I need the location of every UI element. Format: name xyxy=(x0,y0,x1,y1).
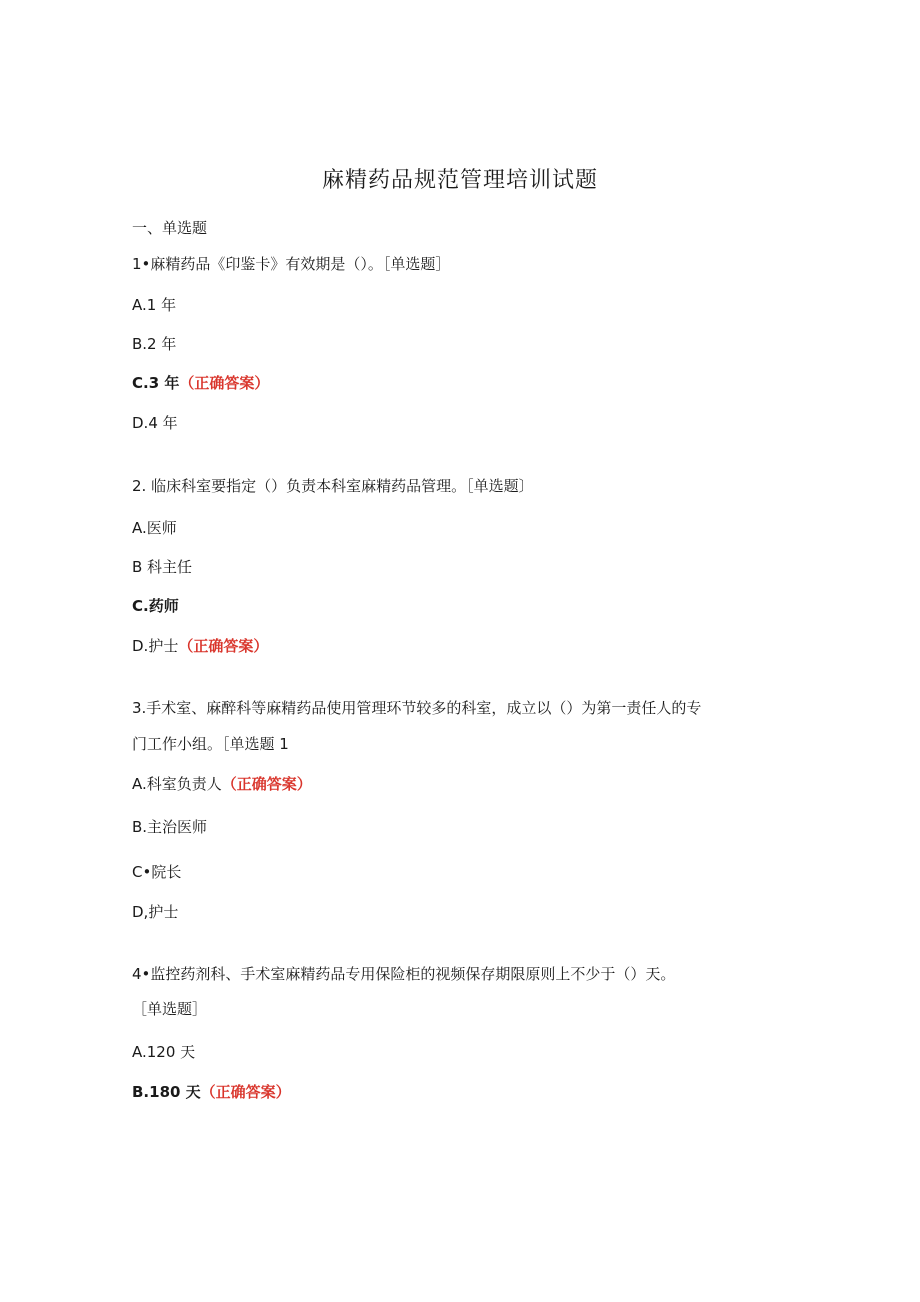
question-4-option-b xyxy=(132,1082,291,1102)
question-1-stem: 1•麻精药品《印鉴卡》有效期是（）。［单选题］ xyxy=(132,255,451,273)
question-1-option-d xyxy=(132,413,178,433)
correct-answer-marker: （正确答案） xyxy=(178,637,269,655)
option-text: D.护士 xyxy=(132,637,179,655)
question-3-stem-line-1: 3.手术室、麻醉科等麻精药品使用管理环节较多的科室，成立以（）为第一责任人的专 xyxy=(132,699,702,717)
question-3-option-d xyxy=(132,902,178,922)
question-3-option-b xyxy=(132,817,207,837)
correct-answer-marker: （正确答案） xyxy=(179,374,270,392)
question-1-option-b xyxy=(132,334,176,354)
option-text: A.120 天 xyxy=(132,1043,196,1061)
option-text: A.科室负责人 xyxy=(132,775,222,793)
question-2-option-c xyxy=(132,596,179,616)
option-text: B.2 年 xyxy=(132,335,177,353)
document-title: 麻精药品规范管理培训试题 xyxy=(321,168,598,193)
question-4-option-a xyxy=(132,1042,195,1062)
correct-answer-marker: （正确答案） xyxy=(221,775,312,793)
option-text: A.1 年 xyxy=(132,296,177,314)
question-2-stem: 2. 临床科室要指定（）负责本科室麻精药品管理。［单选题〕 xyxy=(132,477,534,495)
question-2-option-a xyxy=(132,518,177,538)
question-3-option-c xyxy=(132,862,181,882)
option-text: B.主治医师 xyxy=(132,818,208,836)
option-text: D.4 年 xyxy=(132,414,178,432)
question-3-option-a xyxy=(132,774,312,794)
option-text: B.180 天 xyxy=(132,1083,201,1101)
question-2-option-b xyxy=(132,557,192,577)
question-3-stem-line-2: 门工作小组。［单选题 1 xyxy=(132,735,289,753)
option-text: C•院长 xyxy=(132,863,182,881)
question-4-stem-line-1: 4•监控药剂科、手术室麻精药品专用保险柜的视频保存期限原则上不少于（）天。 xyxy=(132,965,676,983)
question-1-option-c xyxy=(132,373,269,393)
correct-answer-marker: （正确答案） xyxy=(200,1083,291,1101)
question-4-stem-line-2: ［单选题］ xyxy=(132,1000,208,1018)
section-heading: 一、单选题 xyxy=(132,219,208,237)
option-text: A.医师 xyxy=(132,519,177,537)
option-text: B 科主任 xyxy=(132,558,193,576)
option-text: C.3 年 xyxy=(132,374,180,392)
question-2-option-d xyxy=(132,636,268,656)
option-text: C.药师 xyxy=(132,597,179,615)
option-text: D,护士 xyxy=(132,903,179,921)
question-1-option-a xyxy=(132,295,176,315)
